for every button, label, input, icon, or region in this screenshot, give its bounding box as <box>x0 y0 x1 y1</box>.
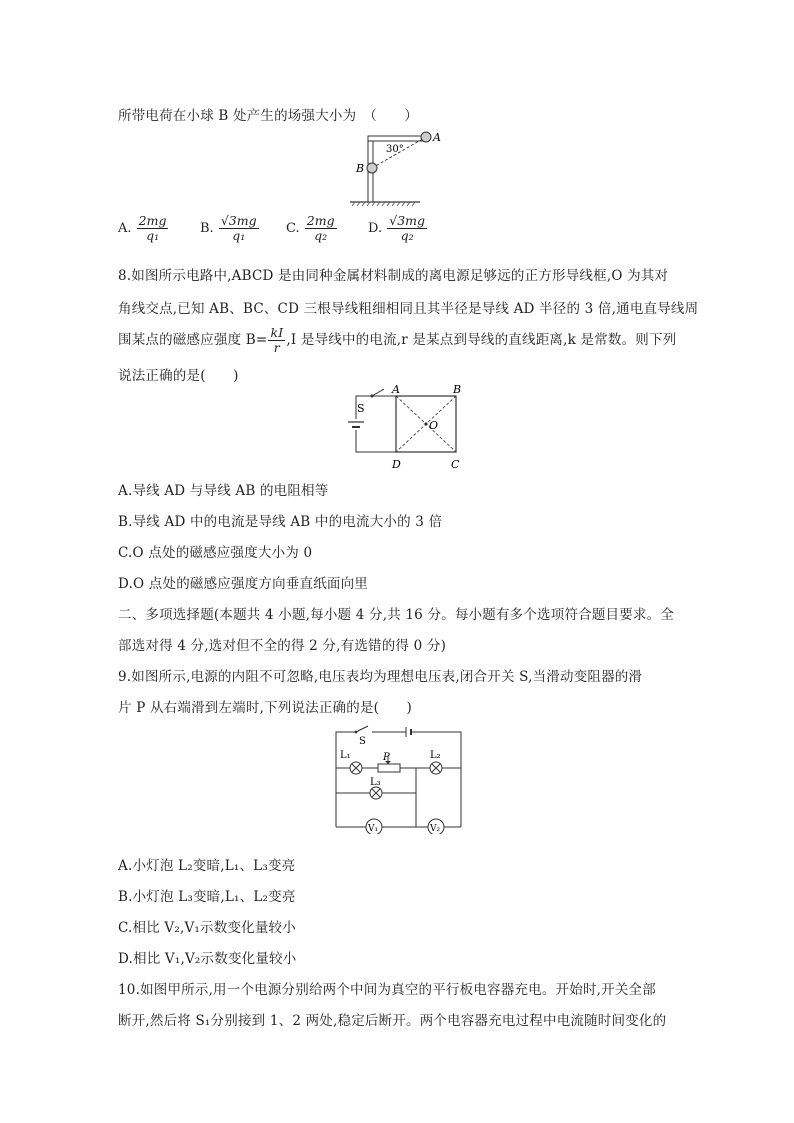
q7-option-a: A. $\frac{2mg}{\text{q₁}}$ <box>118 213 167 243</box>
q9-line-2: 片 P 从右端滑到左端时,下列说法正确的是( ) <box>118 700 412 716</box>
q9-figure <box>326 724 466 834</box>
q10-line-1: 10.如图甲所示,用一个电源分别给两个中间为真空的平行板电容器充电。开始时,开关全部 <box>118 982 656 998</box>
q7-tail-text: 所带电荷在小球 B 处产生的场强大小为 （ ） <box>118 108 419 124</box>
q8-option-a: A.导线 AD 与导线 AB 的电阻相等 <box>118 483 329 499</box>
q9-line-1: 9.如图所示,电源的内阻不可忽略,电压表均为理想电压表,闭合开关 S,当滑动变阻器的滑 <box>118 669 643 685</box>
q9-option-b: B.小灯泡 L₃变暗,L₁、L₂变亮 <box>118 889 296 905</box>
q8-figure <box>326 384 476 472</box>
label-a: A <box>433 131 441 144</box>
q9-label-s: S <box>359 736 366 747</box>
q8-line-1: 8.如图所示电路中,ABCD 是由同种金属材料制成的离电源足够远的正方形导线框,O 为其对 <box>118 268 669 284</box>
section2-line-2: 部选对得 4 分,选对但不全的得 2 分,有选错的得 0 分) <box>118 638 447 654</box>
section2-line-1: 二、多项选择题(本题共 4 小题,每小题 4 分,共 16 分。每小题有多个选项符合题目要求。全 <box>118 607 675 623</box>
q9-label-l1: L₁ <box>340 750 351 761</box>
q8-label-d: D <box>392 458 401 471</box>
q9-option-d: D.相比 V₁,V₂示数变化量较小 <box>118 951 297 967</box>
q9-label-l2: L₂ <box>430 750 441 761</box>
q8-label-b: B <box>453 384 462 396</box>
q7-figure <box>340 124 450 208</box>
q7-option-b: B. $\frac{√3mg}{\text{q₁}}$ <box>200 213 257 243</box>
q7-option-d: D. $\frac{√3mg}{\text{q₂}}$ <box>368 213 426 243</box>
q10-line-2: 断开,然后将 S₁分别接到 1、2 两处,稳定后断开。两个电容器充电过程中电流随时间变化的 <box>118 1013 667 1029</box>
q9-label-v1: V₁ <box>368 824 379 834</box>
q8-option-c: C.O 点处的磁感应强度大小为 0 <box>118 545 313 561</box>
q8-label-s: S <box>357 402 365 415</box>
q7-option-c: C. $\frac{2mg}{\text{q₂}}$ <box>286 213 335 243</box>
q9-option-a: A.小灯泡 L₂变暗,L₁、L₃变亮 <box>118 858 296 874</box>
q8-option-b: B.导线 AD 中的电流是导线 AB 中的电流大小的 3 倍 <box>118 514 443 530</box>
q9-label-l3: L₃ <box>370 777 381 788</box>
q9-option-c: C.相比 V₂,V₁示数变化量较小 <box>118 920 296 936</box>
angle-label: 30° <box>386 144 404 155</box>
q8-line-3: 围某点的磁感应强度 B= $\frac{kI}{r}$ ,I 是导线中的电流,r 是某点到导线的直线距离,k 是常数。则下列 <box>118 325 677 355</box>
q9-label-v2: V₂ <box>430 824 441 834</box>
q8-label-c: C <box>451 458 460 471</box>
q8-label-a: A <box>392 384 400 396</box>
q8-line-2: 角线交点,已知 AB、BC、CD 三根导线粗细相同且其半径是导线 AD 半径的 3 倍,通电直导线周 <box>118 301 699 317</box>
label-b: B <box>356 162 365 175</box>
q8-label-o: O <box>429 419 439 432</box>
q8-line-4: 说法正确的是( ) <box>118 368 239 384</box>
q9-label-p: P <box>383 752 390 763</box>
q8-option-d: D.O 点处的磁感应强度方向垂直纸面向里 <box>118 576 368 592</box>
